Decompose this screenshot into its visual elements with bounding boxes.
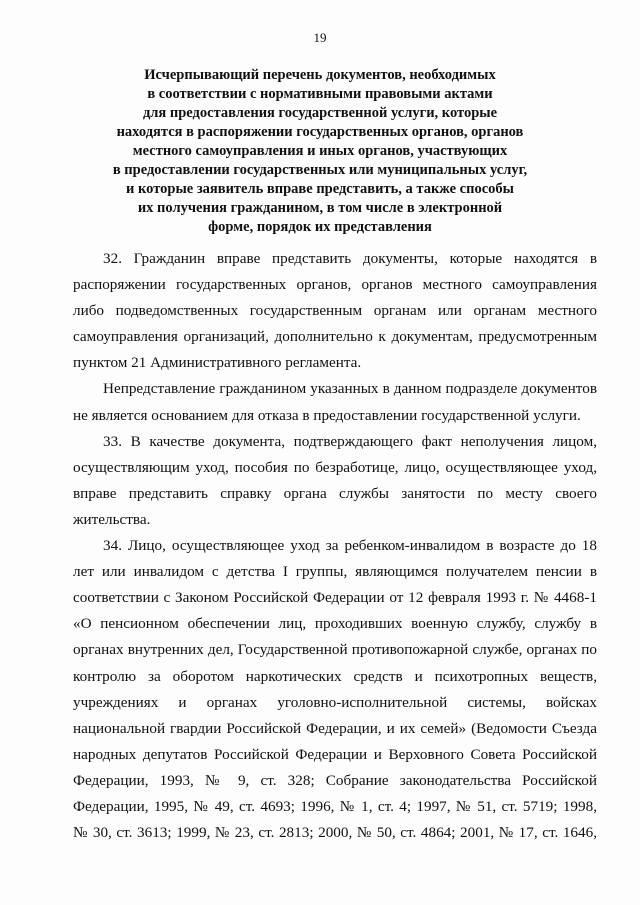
heading-line: местного самоуправления и иных органов, участвующих xyxy=(132,143,508,159)
text-line: соответствии с Законом Российской Федерации от 12 февраля 1993 г. № 4468-1 xyxy=(73,589,597,607)
paragraph-non-submission xyxy=(73,376,597,428)
page-number: 19 xyxy=(313,30,327,45)
text-line: жительства. xyxy=(73,510,151,528)
heading-line: в соответствии с нормативными правовыми актами xyxy=(147,86,493,102)
text-line: не является основанием для отказа в предоставлении государственной услуги. xyxy=(73,406,581,424)
heading-line: и которые заявитель вправе представить, а также способы xyxy=(126,181,514,197)
heading-line: находятся в распоряжении государственных органов, органов xyxy=(116,124,524,140)
text-line: органах внутренних дел, Государственной противопожарной службе, органах по xyxy=(73,641,597,659)
text-line: 32. Гражданин вправе представить документы, которые находятся в xyxy=(103,250,597,267)
section-heading xyxy=(90,66,550,237)
text-line: вправе представить справку органа службы занятости по месту своего xyxy=(73,484,597,502)
text-line: Федерации, 1993, № 9, ст. 328; Собрание законодательства Российской xyxy=(73,771,597,789)
text-line: самоуправления организаций, дополнительно к документам, предусмотренным xyxy=(73,328,597,346)
heading-line: форме, порядок их представления xyxy=(208,219,432,235)
text-line: № 30, ст. 3613; 1999, № 23, ст. 2813; 2000, № 50, ст. 4864; 2001, № 17, ст. 1646, xyxy=(73,824,597,842)
heading-line: в предоставлении государственных или муниципальных услуг, xyxy=(112,162,528,178)
text-line: Федерации, 1995, № 49, ст. 4693; 1996, № 1, ст. 4; 1997, № 51, ст. 5719; 1998, xyxy=(73,797,597,815)
text-line: Непредставление гражданином указанных в данном подразделе документов xyxy=(103,380,597,398)
heading-line: для предоставления государственной услуги, которые xyxy=(142,105,498,121)
text-line: осуществляющим уход, пособия по безработице, лицо, осуществляющее уход, xyxy=(73,458,597,476)
text-line: либо подведомственных государственным органам или органам местного xyxy=(73,302,597,320)
text-line: распоряжении государственных органов, органов местного самоуправления xyxy=(73,276,597,294)
text-line: контролю за оборотом наркотических средств и психотропных веществ, xyxy=(73,667,597,685)
text-line: 33. В качестве документа, подтверждающего факт неполучения лицом, xyxy=(103,432,597,450)
text-line: 34. Лицо, осуществляющее уход за ребенком-инвалидом в возрасте до 18 xyxy=(103,537,597,555)
text-line: лет или инвалидом с детства I группы, являющимся получателем пенсии в xyxy=(73,563,597,581)
text-line: «О пенсионном обеспечении лиц, проходивших военную службу, службу в xyxy=(73,615,597,633)
document-body xyxy=(73,246,597,846)
heading-line: их получения гражданином, в том числе в электронной xyxy=(137,200,503,216)
paragraph-34 xyxy=(73,533,597,846)
paragraph-32 xyxy=(73,246,597,376)
text-line: национальной гвардии Российской Федерации, и их семей» (Ведомости Съезда xyxy=(73,719,597,737)
text-line: учреждениях и органах уголовно-исполнительной системы, войсках xyxy=(73,693,597,711)
text-line: пунктом 21 Административного регламента. xyxy=(73,354,362,372)
heading-line: Исчерпывающий перечень документов, необходимых xyxy=(144,67,496,83)
text-line: народных депутатов Российской Федерации и Верховного Совета Российской xyxy=(73,745,597,763)
paragraph-33 xyxy=(73,429,597,533)
